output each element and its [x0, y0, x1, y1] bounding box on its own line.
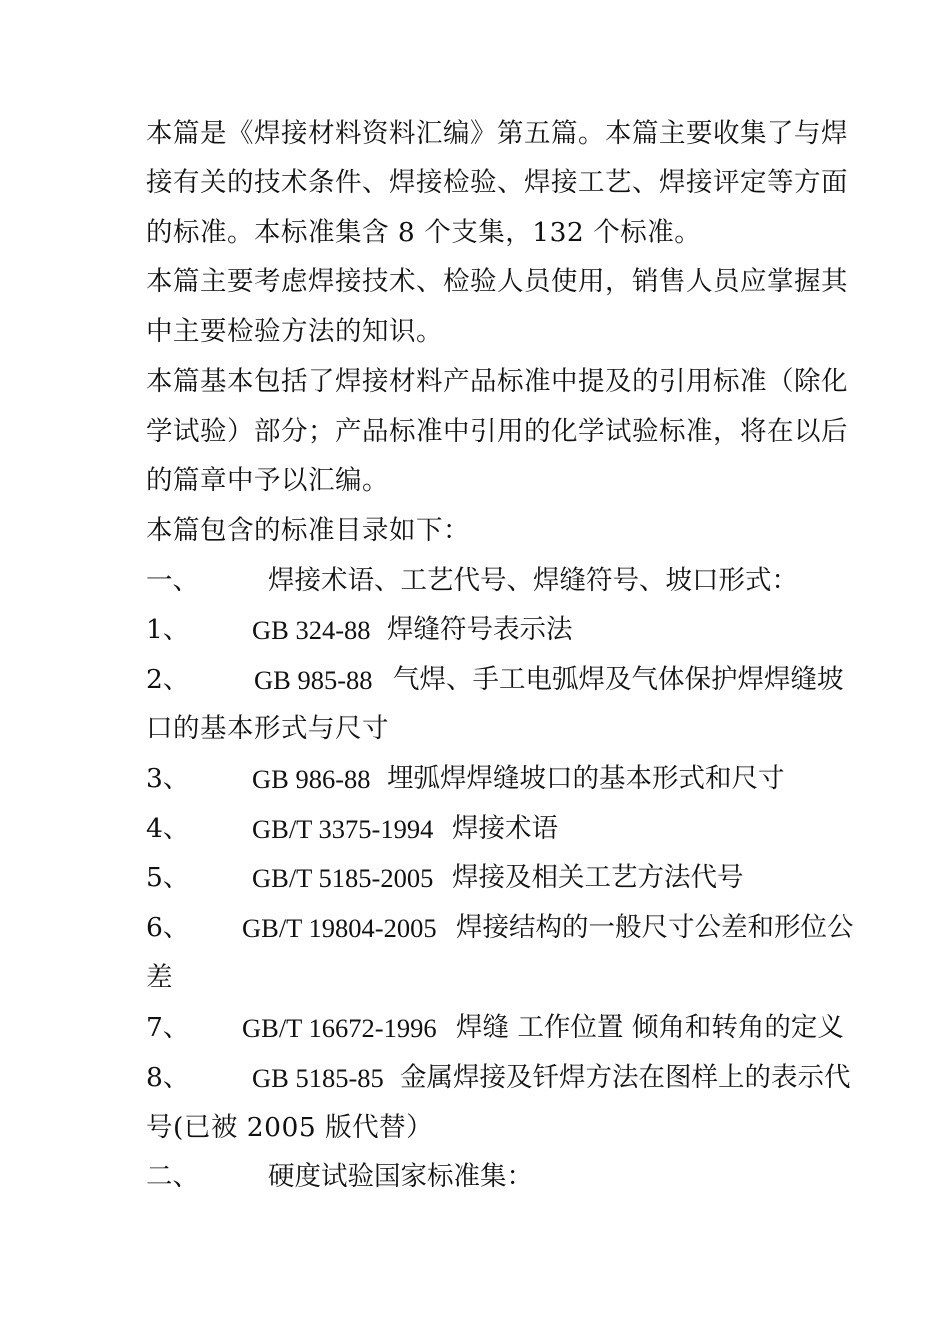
standard-code: GB 985-88 [254, 665, 373, 695]
item-number: 2、 [146, 664, 190, 695]
intro-p3-line-3: 的篇章中予以汇编。 [146, 465, 389, 496]
intro-p4: 本篇包含的标准目录如下： [146, 515, 470, 546]
item-number: 4、 [146, 813, 190, 844]
intro-p1-line-3: 的标准。本标准集含 8 个支集，132 个标准。 [146, 217, 702, 248]
standard-title: 焊接术语 [452, 813, 558, 844]
standard-title: 焊接及相关工艺方法代号 [452, 862, 744, 893]
standard-code: GB/T 19804-2005 [242, 913, 437, 943]
standard-title-continuation: 口的基本形式与尺寸 [146, 713, 389, 744]
item-number: 7、 [146, 1012, 190, 1043]
intro-p2-line-2: 中主要检验方法的知识。 [146, 316, 443, 347]
item-number: 1、 [146, 614, 190, 645]
standard-code: GB/T 3375-1994 [252, 814, 434, 844]
standard-title: 气焊、手工电弧焊及气体保护焊焊缝坡 [393, 664, 844, 695]
standard-title-continuation: 号(已被 2005 版代替） [146, 1112, 434, 1143]
intro-p3-line-2: 学试验）部分；产品标准中引用的化学试验标准，将在以后 [146, 416, 848, 447]
intro-p1-line-2: 接有关的技术条件、焊接检验、焊接工艺、焊接评定等方面 [146, 167, 848, 198]
standard-code: GB 5185-85 [252, 1063, 384, 1093]
intro-p2-line-1: 本篇主要考虑焊接技术、检验人员使用，销售人员应掌握其 [146, 266, 848, 297]
standard-title: 金属焊接及钎焊方法在图样上的表示代 [400, 1062, 851, 1093]
item-number: 6、 [146, 912, 190, 943]
item-number: 8、 [146, 1062, 190, 1093]
section-title: 焊接术语、工艺代号、焊缝符号、坡口形式： [268, 565, 798, 596]
standard-title: 焊缝符号表示法 [387, 614, 573, 645]
standard-title: 焊缝 工作位置 倾角和转角的定义 [456, 1012, 844, 1043]
intro-p3-line-1: 本篇基本包括了焊接材料产品标准中提及的引用标准（除化 [146, 366, 848, 397]
standard-code: GB/T 16672-1996 [242, 1013, 437, 1043]
section-title: 硬度试验国家标准集： [268, 1161, 533, 1192]
item-number: 3、 [146, 763, 190, 794]
standard-code: GB/T 5185-2005 [252, 863, 434, 893]
section-number: 二、 [146, 1161, 199, 1192]
standard-title: 埋弧焊焊缝坡口的基本形式和尺寸 [387, 763, 785, 794]
item-number: 5、 [146, 862, 190, 893]
standard-code: GB 986-88 [252, 764, 371, 794]
standard-title: 焊接结构的一般尺寸公差和形位公 [456, 912, 854, 943]
standard-code: GB 324-88 [252, 615, 371, 645]
standard-title-continuation: 差 [146, 962, 173, 993]
section-number: 一、 [146, 565, 199, 596]
intro-p1-line-1: 本篇是《焊接材料资料汇编》第五篇。本篇主要收集了与焊 [146, 118, 848, 149]
